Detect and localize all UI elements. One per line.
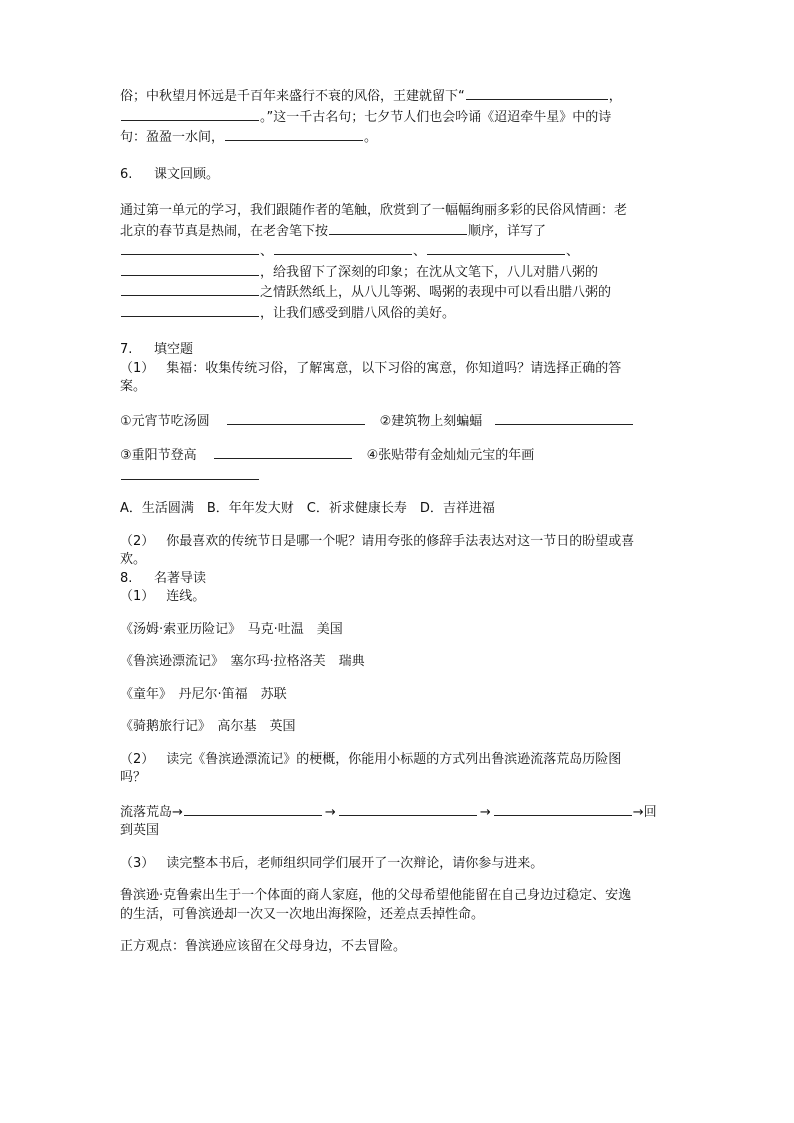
answer-blank[interactable] <box>494 802 632 816</box>
q8-heading: 8. 名著导读 <box>120 570 207 586</box>
q6-line-2: 北京的春节真是热闹，在老舍笔下按 顺序，详写了 <box>120 221 680 242</box>
q8-pair-4: 《骑鹅旅行记》 高尔基 英国 <box>120 719 296 734</box>
answer-blank[interactable] <box>329 221 467 235</box>
q7-heading: 7. 填空题 <box>120 342 194 357</box>
q8-sub1: （1） 连线。 <box>120 589 206 604</box>
answer-blank[interactable] <box>427 241 565 255</box>
q5-line-2: 。”这一千古名句；七夕节人们也会吟诵《迢迢牵牛星》中的诗 <box>120 107 680 128</box>
q8-flow-cont: 到英国 <box>120 823 160 838</box>
q5-line-1: 俗；中秋望月怀远是千百年来盛行不衰的风俗，王建就留下“ ， <box>120 86 680 107</box>
answer-blank[interactable] <box>339 802 477 816</box>
answer-blank[interactable] <box>121 282 259 296</box>
q8-pair-2: 《鲁滨逊漂流记》 塞尔玛·拉格洛芙 瑞典 <box>120 654 365 669</box>
document-page <box>120 86 680 957</box>
q8-sub2-cont: 吗？ <box>120 770 147 785</box>
arrow-icon: → <box>479 804 491 820</box>
answer-blank[interactable] <box>495 411 633 425</box>
answer-blank[interactable] <box>274 241 412 255</box>
answer-blank[interactable] <box>184 802 322 816</box>
q7-sub1-cont: 案。 <box>120 379 147 394</box>
q6-line-1: 通过第一单元的学习，我们跟随作者的笔触，欣赏到了一幅幅绚丽多彩的民俗风情画：老 <box>120 203 628 218</box>
q8-paragraph-line-2: 的生活，可鲁滨逊却一次又一次地出海探险，还差点丢掉性命。 <box>120 906 485 922</box>
answer-blank[interactable] <box>121 303 259 317</box>
arrow-icon: → <box>632 804 644 820</box>
q8-pair-1: 《汤姆·索亚历险记》 马克·吐温 美国 <box>120 621 343 637</box>
arrow-icon: → <box>324 804 336 820</box>
answer-blank[interactable] <box>121 241 259 255</box>
answer-blank[interactable] <box>225 127 363 141</box>
q8-sub3: （3） 读完整本书后，老师组织同学们展开了一次辩论，请你参与进来。 <box>120 855 544 871</box>
q7-sub2-cont: 欢。 <box>120 552 147 567</box>
q6-line-5: 之情跃然纸上，从八儿等粥、喝粥的表现中可以看出腊八粥的 <box>120 282 680 303</box>
q6-line-3: 、 、 、 <box>120 241 680 262</box>
arrow-icon: → <box>172 804 183 820</box>
q6-line-6: ，让我们感受到腊八风俗的美好。 <box>120 303 680 324</box>
q7-items-row-2-cont <box>120 466 680 487</box>
q5-line-3: 句：盈盈一水间， 。 <box>120 127 680 148</box>
answer-blank[interactable] <box>227 411 365 425</box>
q8-flow: 流落荒岛→ → → →回 <box>120 802 680 823</box>
q7-sub2: （2） 你最喜欢的传统节日是哪一个呢？请用夸张的修辞手法表达对这一节日的盼望或喜 <box>120 533 635 549</box>
q8-sub2: （2） 读完《鲁滨逊漂流记》的梗概，你能用小标题的方式列出鲁滨逊流落荒岛历险图 <box>120 751 622 767</box>
q6-line-4: ，给我留下了深刻的印象；在沈从文笔下，八儿对腊八粥的 <box>120 262 680 283</box>
q7-sub1: （1） 集福：收集传统习俗，了解寓意，以下习俗的寓意，你知道吗？请选择正确的答 <box>120 360 622 376</box>
q7-options: A．生活圆满 B．年年发大财 C．祈求健康长寿 D．吉祥进福 <box>120 501 495 516</box>
answer-blank[interactable] <box>466 86 608 100</box>
answer-blank[interactable] <box>121 262 259 276</box>
answer-blank[interactable] <box>214 445 352 459</box>
q8-pair-3: 《童年》 丹尼尔·笛福 苏联 <box>120 686 287 702</box>
q7-items-row-1: ①元宵节吃汤圆 ②建筑物上刻蝙蝠 <box>120 411 680 432</box>
answer-blank[interactable] <box>121 107 259 121</box>
q7-items-row-2: ③重阳节登高 ④张贴带有金灿灿元宝的年画 <box>120 445 680 466</box>
answer-blank[interactable] <box>121 466 259 480</box>
q6-heading: 6. 课文回顾。 <box>120 166 220 182</box>
q8-viewpoint: 正方观点：鲁滨逊应该留在父母身边，不去冒险。 <box>120 939 407 954</box>
q8-paragraph-line-1: 鲁滨逊·克鲁索出生于一个体面的商人家庭，他的父母希望他能留在自己身边过稳定、安逸 <box>120 888 632 903</box>
